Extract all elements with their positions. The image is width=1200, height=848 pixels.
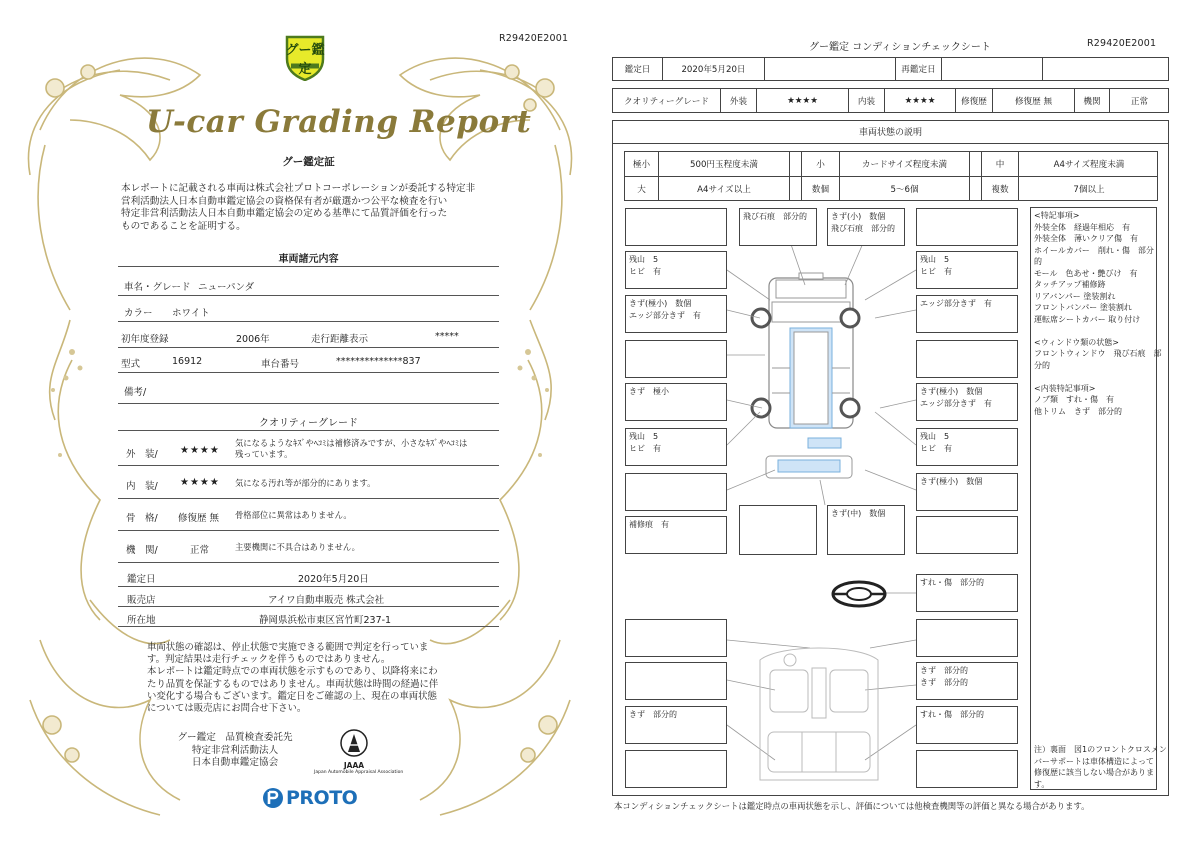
intro-line: 営利活動法人日本自動車鑑定協会の資格保有者が厳選かつ公平な検査を行い <box>121 195 448 207</box>
exterior-label: 外装 <box>721 89 757 112</box>
legend-key: 中 <box>982 152 1019 176</box>
interior-label: 内 装/ <box>126 481 158 492</box>
interior-stars: ★★★★ <box>885 89 956 112</box>
note-spacer <box>1034 325 1153 337</box>
color-row <box>118 297 499 322</box>
report-code: R29420E2001 <box>499 33 569 44</box>
note-line: 的 <box>1034 257 1042 266</box>
condition-text: きず(中) 数個 <box>831 509 886 518</box>
condition-text: きず(極小) 数個 <box>629 299 692 308</box>
frame-value: 修復歴 無 <box>178 513 220 524</box>
condition-box <box>916 295 1018 333</box>
notice-line: については販売店にお問合せ下さい。 <box>147 703 307 715</box>
notice-text <box>147 642 477 715</box>
engine-comment: 主要機関に不具合はありません。 <box>235 542 360 552</box>
jaaa-subtext: Japan Automobile Appraisal Association <box>314 770 404 775</box>
legend-value: カードサイズ程度未満 <box>840 152 970 176</box>
date-value: 2020年5月20日 <box>298 574 369 585</box>
specs-heading: 車両諸元内容 <box>278 254 339 265</box>
interior-row <box>118 468 499 499</box>
chassis-value: **************837 <box>336 356 421 367</box>
condition-box <box>916 706 1018 744</box>
condition-box <box>625 383 727 421</box>
notice-line: たり品質を保証するものではありません。車両状態は時間の経過に伴 <box>147 678 439 690</box>
condition-box <box>916 574 1018 612</box>
condition-text: きず(小) 数個 <box>831 212 886 221</box>
condition-text: 残山 5 <box>629 255 659 264</box>
condition-box-empty <box>625 473 727 511</box>
engine-value: 正常 <box>1130 96 1149 107</box>
legend-value: 500円玉程度未満 <box>659 152 790 176</box>
note-line: <ウィンドウ類の状態> <box>1034 337 1119 347</box>
note-line: モール 色あせ・艶びけ 有 <box>1034 268 1138 278</box>
condition-box-empty <box>739 505 817 555</box>
interior-label: 内装 <box>849 89 885 112</box>
footnote-line: す。 <box>1034 779 1050 789</box>
address-label: 所在地 <box>127 615 156 626</box>
divider <box>118 430 499 431</box>
registration-row <box>118 323 499 348</box>
car-interior-diagram <box>750 640 888 786</box>
condition-text: ヒビ 有 <box>629 444 661 453</box>
condition-text: きず(極小) 数個 <box>920 387 983 396</box>
notice-line: 本レポートは鑑定時点での車両状態を示すものであり、以降将来にわ <box>147 666 438 678</box>
dealer-value: アイワ自動車販売 株式会社 <box>268 595 385 606</box>
note-spacer <box>1034 371 1153 383</box>
condition-text: エッジ部分きず 有 <box>920 299 992 308</box>
intro-line: ものであることを証明する。 <box>121 220 246 232</box>
engine-label: 機 関/ <box>126 545 158 556</box>
remarks-row <box>118 376 499 404</box>
condition-box <box>827 505 905 555</box>
notice-line: 車両状態の確認は、停止状態で実施できる範囲で判定を行っていま <box>147 642 429 653</box>
date-label: 鑑定日 <box>127 574 156 585</box>
exterior-stars: ★★★★ <box>180 445 220 456</box>
condition-text: きず 部分的 <box>920 678 968 687</box>
commission-line: 特定非営利活動法人 <box>191 744 279 756</box>
mileage-value: ***** <box>435 331 459 342</box>
sheet-title: グー鑑定 コンディションチェックシート <box>809 42 991 53</box>
legend-value: A4サイズ以上 <box>659 177 790 201</box>
condition-box <box>625 428 727 466</box>
condition-box <box>625 295 727 333</box>
commission-line: グー鑑定 品質検査委託先 <box>177 732 293 743</box>
footnote-line: 修復歴に該当しない場合がありま <box>1034 768 1154 777</box>
note-line: 他トリム きず 部分的 <box>1034 406 1122 416</box>
condition-text: 残山 5 <box>629 432 659 441</box>
frame-row <box>118 500 499 531</box>
interior-stars: ★★★★ <box>180 477 220 488</box>
mileage-label: 走行距離表示 <box>311 334 369 345</box>
note-line: 分的 <box>1034 360 1050 370</box>
note-line: ノブ類 すれ・傷 有 <box>1034 395 1114 404</box>
exterior-label: 外 装/ <box>126 449 158 460</box>
condition-box-empty <box>916 516 1018 554</box>
jaaa-text: JAAA <box>343 761 365 770</box>
condition-text: エッジ部分きず 有 <box>920 399 992 408</box>
model-row <box>118 348 499 373</box>
frame-comment: 骨格部位に異常はありません。 <box>235 510 352 520</box>
condition-box <box>916 662 1018 700</box>
exterior-comment-line: 残っています。 <box>235 449 293 459</box>
history-value: 修復歴 無 <box>993 89 1075 112</box>
footnote <box>1034 744 1167 790</box>
quality-label: クオリティーグレード <box>613 89 721 112</box>
intro-line: 特定非営利活動法人日本自動車鑑定協会の定める基準にて品質評価を行った <box>121 208 448 219</box>
condition-box-empty <box>625 208 727 246</box>
legend-key: 小 <box>802 152 840 176</box>
exterior-stars: ★★★★ <box>757 89 849 112</box>
script-title: U-car Grading Report <box>146 104 532 140</box>
goo-appraisal-badge-icon <box>283 33 327 81</box>
name-value: ニューパンダ <box>198 282 255 293</box>
exterior-comment <box>235 438 467 460</box>
model-label: 型式 <box>121 359 141 370</box>
notice-line: す。判定結果は走行チェックを伴うものではありません。 <box>147 654 391 666</box>
footnote-line: 注）裏面 図1のフロントクロスメン <box>1034 745 1167 754</box>
appraisal-date-row <box>118 566 499 587</box>
condition-text: きず(極小) 数個 <box>920 477 983 486</box>
condition-box <box>625 516 727 554</box>
condition-box-empty <box>916 208 1018 246</box>
note-line: ホイールカバー 削れ・傷 部分 <box>1034 245 1154 255</box>
condition-text: 残山 5 <box>920 255 950 264</box>
condition-text: ヒビ 有 <box>920 267 952 276</box>
certificate-title: グー鑑定証 <box>282 156 335 168</box>
address-value: 静岡県浜松市東区宮竹町237-1 <box>259 615 392 626</box>
legend-heading: 車両状態の説明 <box>612 120 1169 144</box>
name-label: 車名・グレード <box>124 282 191 293</box>
legend-value: 7個以上 <box>1073 185 1105 195</box>
model-value: 16912 <box>172 356 203 367</box>
legend-value: A4サイズ程度未満 <box>1053 160 1125 170</box>
divider <box>118 266 499 267</box>
frame-label: 骨 格/ <box>126 513 158 524</box>
legend-key: 数個 <box>802 177 840 201</box>
condition-text: 飛び石痕 部分的 <box>831 224 895 233</box>
commission-text <box>170 732 300 770</box>
history-label: 修復歴 <box>956 89 993 112</box>
note-line: フロントウィンドウ 飛び石痕 部 <box>1034 349 1162 358</box>
chassis-label: 車台番号 <box>261 359 300 370</box>
condition-box <box>827 208 905 246</box>
condition-box <box>625 251 727 289</box>
condition-text: きず 部分的 <box>629 710 677 719</box>
notice-line: い変化する場合もございます。鑑定日をご確認の上、現在の車両状態 <box>147 690 437 702</box>
badge-text: グー鑑定 <box>285 43 325 77</box>
exterior-comment-line: 気になるようなｷｽﾞやﾍｺﾐは補修済みですが、小さなｷｽﾞやﾍｺﾐは <box>235 438 468 448</box>
date-value: 2020年5月20日 <box>663 58 765 80</box>
condition-box-empty <box>625 750 727 788</box>
legend-key: 大 <box>625 177 659 201</box>
condition-box-empty <box>916 750 1018 788</box>
condition-box <box>916 473 1018 511</box>
condition-box <box>916 251 1018 289</box>
condition-box <box>739 208 817 246</box>
first-reg-value: 2006年 <box>236 334 270 345</box>
note-line: <特記事項> <box>1034 211 1080 220</box>
certificate-intro <box>121 183 501 233</box>
exterior-row <box>118 435 499 466</box>
dealer-label: 販売店 <box>127 595 156 606</box>
condition-text: ヒビ 有 <box>629 267 661 276</box>
condition-text: エッジ部分きず 有 <box>629 311 701 320</box>
proto-logo <box>262 786 357 810</box>
condition-text: きず 部分的 <box>920 666 968 675</box>
condition-text: きず 極小 <box>629 387 669 396</box>
address-row <box>118 607 499 627</box>
interior-comment: 気になる汚れ等が部分的にあります。 <box>235 478 376 488</box>
quality-heading: クオリティーグレード <box>259 418 358 429</box>
reappraisal-label: 再鑑定日 <box>896 58 942 80</box>
condition-text: すれ・傷 部分的 <box>920 578 984 587</box>
dealer-row <box>118 587 499 607</box>
condition-check-sheet <box>600 0 1200 848</box>
note-line: 外装全体 薄いクリア傷 有 <box>1034 234 1138 243</box>
jaaa-emblem-icon <box>339 728 369 758</box>
remarks-label: 備考/ <box>124 387 147 398</box>
condition-box <box>625 706 727 744</box>
engine-value: 正常 <box>190 545 210 556</box>
condition-box-empty <box>625 340 727 378</box>
jaaa-logo <box>314 728 404 775</box>
legend-key: 複数 <box>982 177 1019 201</box>
note-line: フロントバンパー 塗装割れ <box>1034 303 1132 312</box>
condition-text: 補修痕 有 <box>629 520 669 529</box>
note-line: 運転席シートカバー 取り付け <box>1034 314 1141 324</box>
proto-text: PROTO <box>286 787 358 809</box>
legend-key: 極小 <box>625 152 659 176</box>
condition-box-empty <box>625 662 727 700</box>
condition-box <box>916 383 1018 421</box>
condition-text: 残山 5 <box>920 432 950 441</box>
engine-label: 機関 <box>1075 89 1110 112</box>
intro-line: 本レポートに記載される車両は株式会社プロトコーポレーションが委託する特定非 <box>121 183 476 194</box>
note-line: <内装特記事項> <box>1034 383 1096 393</box>
legend-value: 5〜6個 <box>840 177 970 201</box>
note-line: タッチアップ補修跡 <box>1034 280 1106 289</box>
sheet-report-code: R29420E2001 <box>1087 38 1157 49</box>
vehicle-name-row <box>118 271 499 296</box>
commission-line: 日本自動車鑑定協会 <box>191 757 279 768</box>
color-label: カラー <box>124 308 153 319</box>
note-line: 外装全体 経過年相応 有 <box>1034 222 1130 232</box>
special-notes-panel <box>1030 207 1167 790</box>
bottom-disclaimer: 本コンディションチェックシートは鑑定時点の車両状態を示し、評価については他検査機関等の評価と異なる場合があります。 <box>614 801 1090 811</box>
footnote-line: バーサポートは車体構造によって <box>1034 756 1154 766</box>
condition-box-empty <box>916 619 1018 657</box>
color-value: ホワイト <box>172 308 210 319</box>
note-line: リアバンパー 塗装割れ <box>1034 291 1116 301</box>
condition-text: すれ・傷 部分的 <box>920 710 984 719</box>
condition-text: 飛び石痕 部分的 <box>743 212 807 221</box>
condition-text: ヒビ 有 <box>920 444 952 453</box>
proto-mark-icon <box>262 787 284 809</box>
date-label: 鑑定日 <box>613 58 663 80</box>
steering-wheel-icon <box>830 580 888 608</box>
first-reg-label: 初年度登録 <box>121 334 169 345</box>
condition-box <box>916 428 1018 466</box>
engine-row <box>118 532 499 563</box>
condition-box-empty <box>625 619 727 657</box>
condition-box-empty <box>916 340 1018 378</box>
